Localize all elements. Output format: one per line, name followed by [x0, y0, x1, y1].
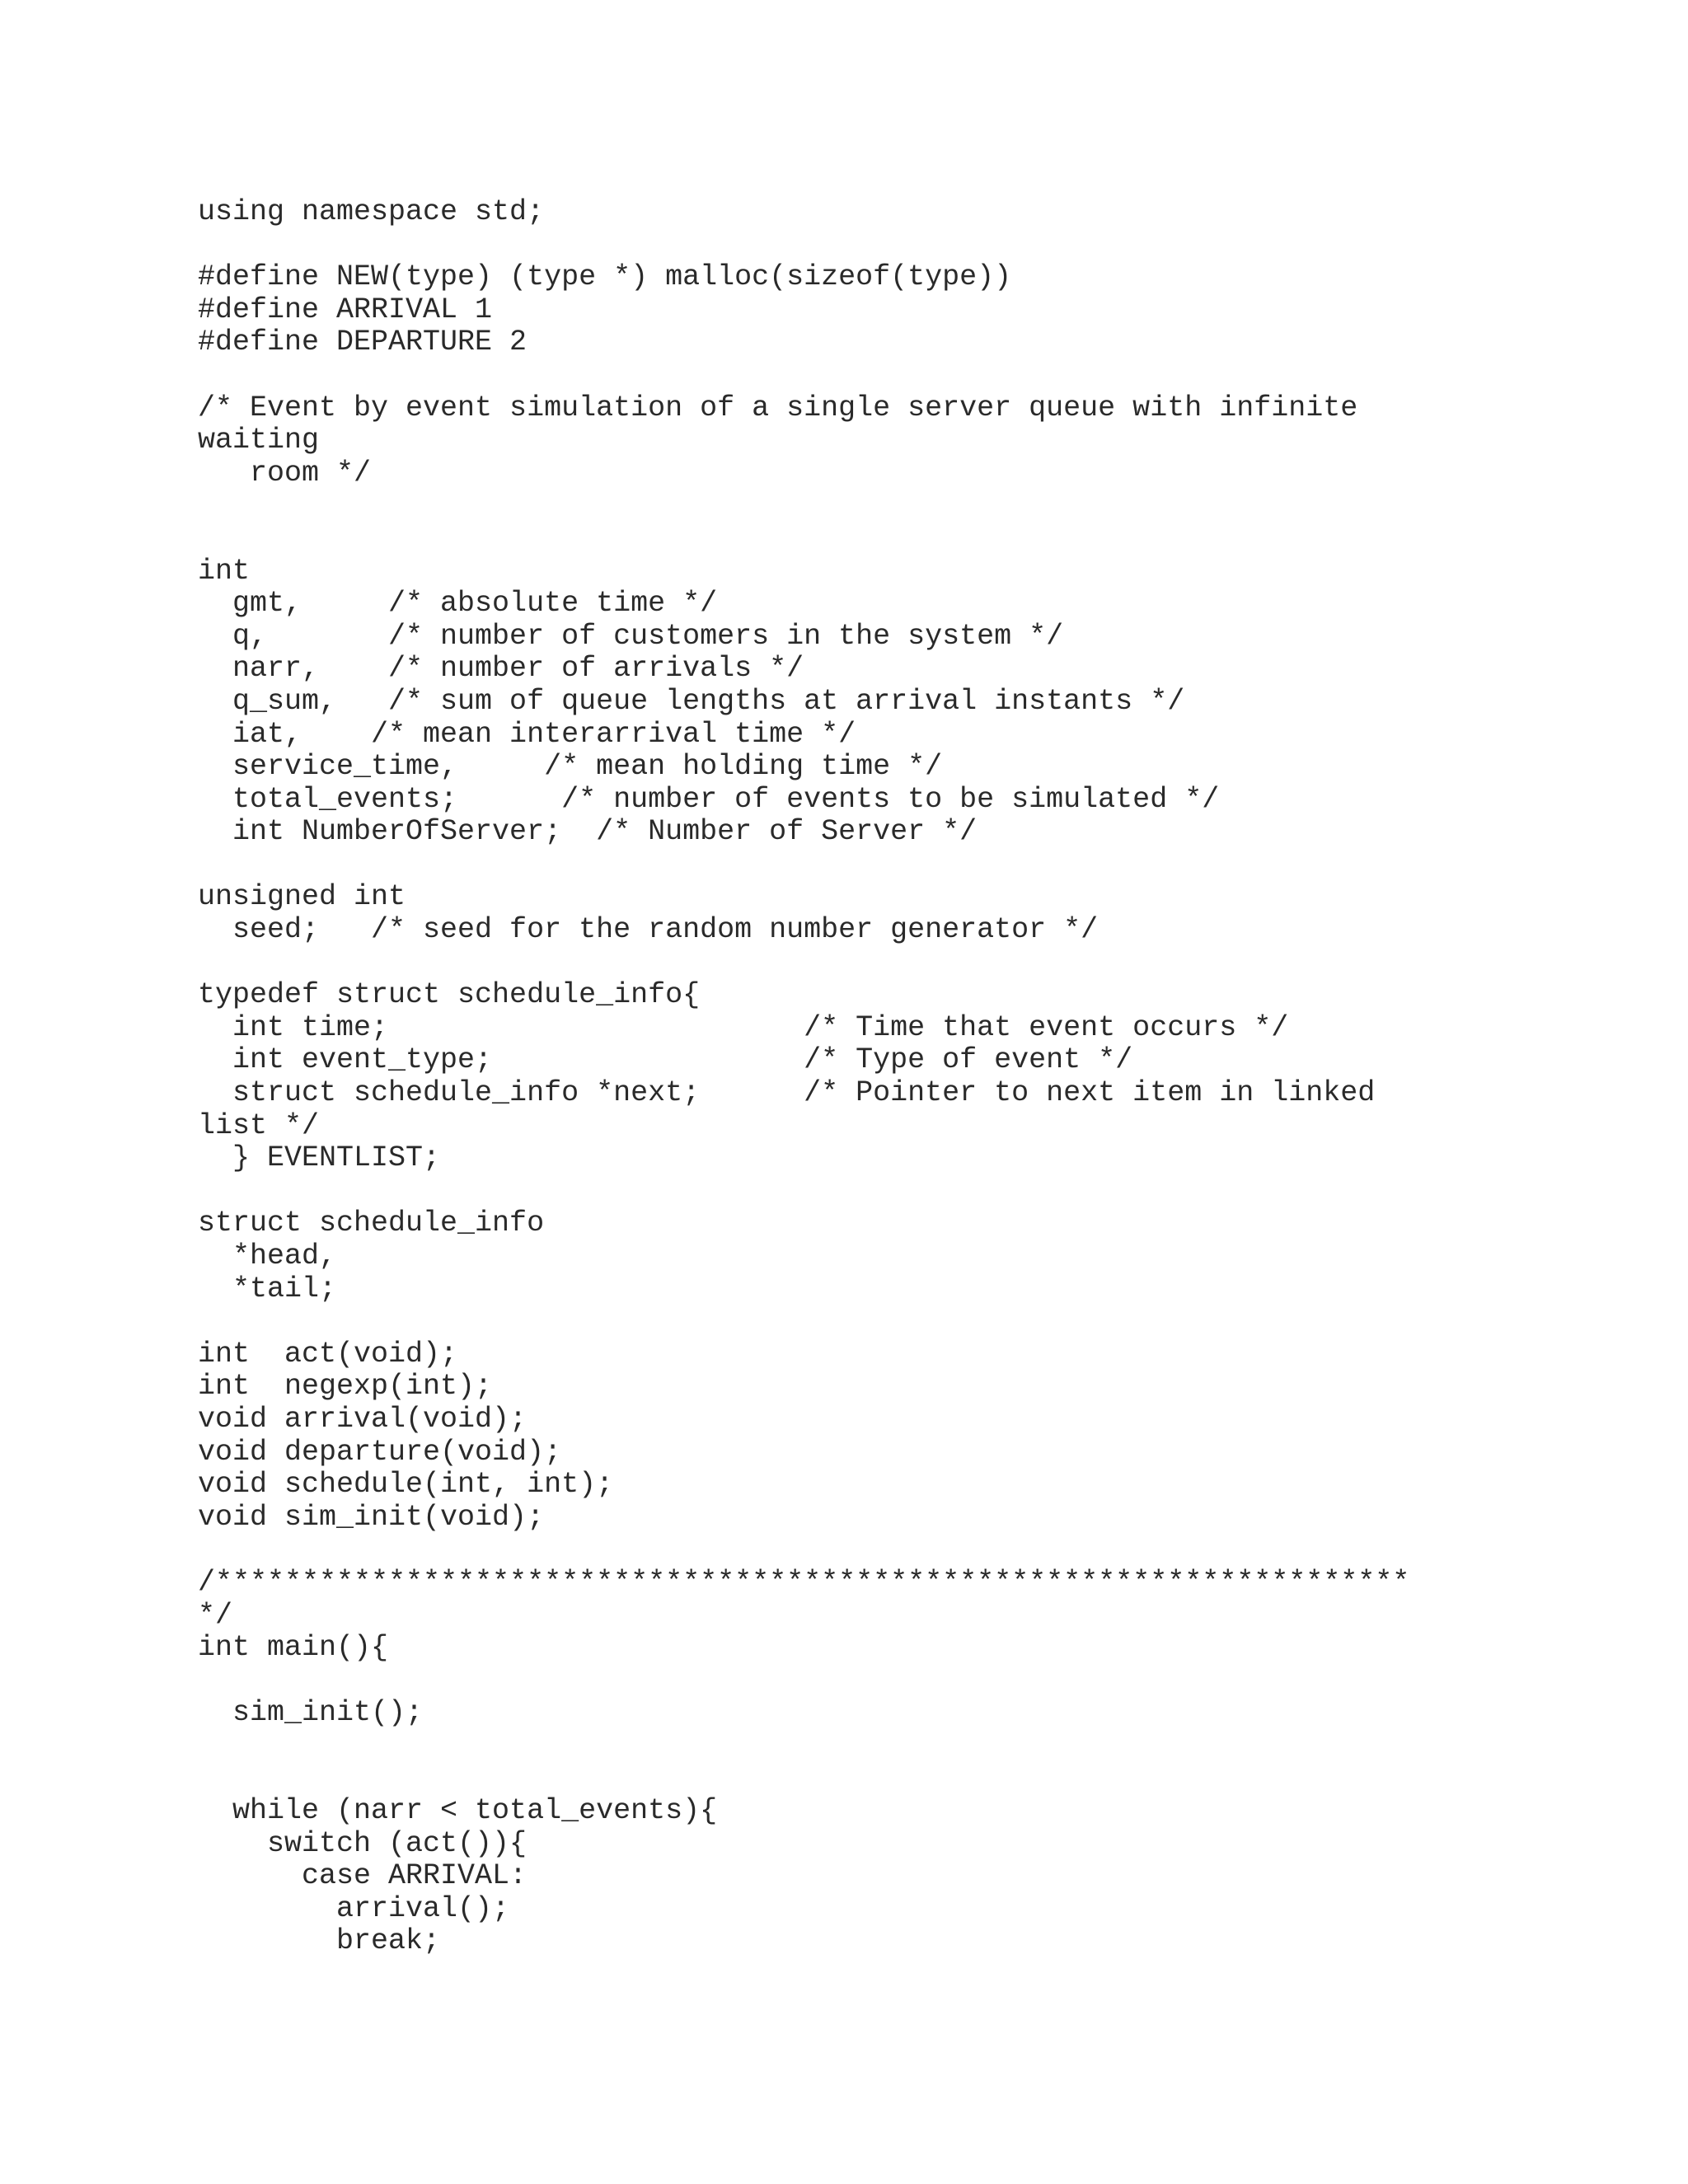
code-line: int	[198, 554, 251, 588]
code-line: sim_init();	[198, 1696, 424, 1730]
code-line	[198, 359, 1599, 392]
code-line: /* Event by event simulation of a single server queue with infinite	[198, 391, 1358, 424]
code-line: q, /* number of customers in the system */	[198, 619, 1064, 653]
code-line: arrival();	[198, 1891, 510, 1925]
code-line: iat, /* mean interarrival time */	[198, 717, 856, 751]
code-line	[198, 1175, 1599, 1208]
code-line: #define NEW(type) (type *) malloc(sizeof(type))	[198, 260, 1012, 294]
code-line: struct schedule_info	[198, 1207, 545, 1240]
code-line: room */	[198, 456, 372, 490]
code-line: switch (act()){	[198, 1826, 528, 1860]
code-line	[198, 1665, 1599, 1698]
code-line	[198, 849, 1599, 882]
code-line: int negexp(int);	[198, 1370, 493, 1404]
code-line: int main(){	[198, 1631, 389, 1665]
code-line: unsigned int	[198, 880, 406, 914]
code-line: waiting	[198, 424, 320, 457]
code-line: /*********************************************************************	[198, 1565, 1410, 1599]
code-line: break;	[198, 1924, 441, 1958]
code-line	[198, 1305, 1599, 1338]
code-line: list */	[198, 1108, 320, 1142]
code-line: */	[198, 1598, 233, 1632]
code-line: typedef struct schedule_info{	[198, 978, 701, 1012]
code-line	[198, 947, 1599, 980]
code-line: *tail;	[198, 1272, 337, 1305]
code-line: while (narr < total_events){	[198, 1794, 718, 1828]
code-line	[198, 1730, 1599, 1763]
code-line: int time; /* Time that event occurs */	[198, 1010, 1289, 1044]
code-line: #define ARRIVAL 1	[198, 293, 493, 326]
code-line: #define DEPARTURE 2	[198, 326, 528, 359]
code-line	[198, 1534, 1599, 1567]
code-line: gmt, /* absolute time */	[198, 587, 718, 621]
code-line: q_sum, /* sum of queue lengths at arrival instants */	[198, 684, 1185, 718]
code-line: int act(void);	[198, 1337, 458, 1371]
code-line: *head,	[198, 1240, 337, 1272]
code-line: int event_type; /* Type of event */	[198, 1043, 1133, 1077]
code-line: void schedule(int, int);	[198, 1468, 614, 1502]
code-line	[198, 490, 1599, 523]
code-line	[198, 229, 1599, 262]
code-line: seed; /* seed for the random number generator */	[198, 913, 1099, 947]
code-line: struct schedule_info *next; /* Pointer to next item in linked	[198, 1076, 1376, 1110]
code-line: int NumberOfServer; /* Number of Server */	[198, 815, 978, 849]
code-line: total_events; /* number of events to be simulated */	[198, 782, 1220, 816]
code-line: } EVENTLIST;	[198, 1141, 441, 1175]
code-line: case ARRIVAL:	[198, 1859, 528, 1893]
code-line: void arrival(void);	[198, 1402, 528, 1436]
code-line	[198, 523, 1599, 555]
code-line: narr, /* number of arrivals */	[198, 652, 804, 686]
code-line: service_time, /* mean holding time */	[198, 750, 943, 784]
code-listing	[198, 196, 1599, 1958]
code-line	[198, 1763, 1599, 1796]
code-line: using namespace std;	[198, 195, 545, 228]
code-line: void departure(void);	[198, 1435, 562, 1469]
code-line: void sim_init(void);	[198, 1500, 545, 1534]
